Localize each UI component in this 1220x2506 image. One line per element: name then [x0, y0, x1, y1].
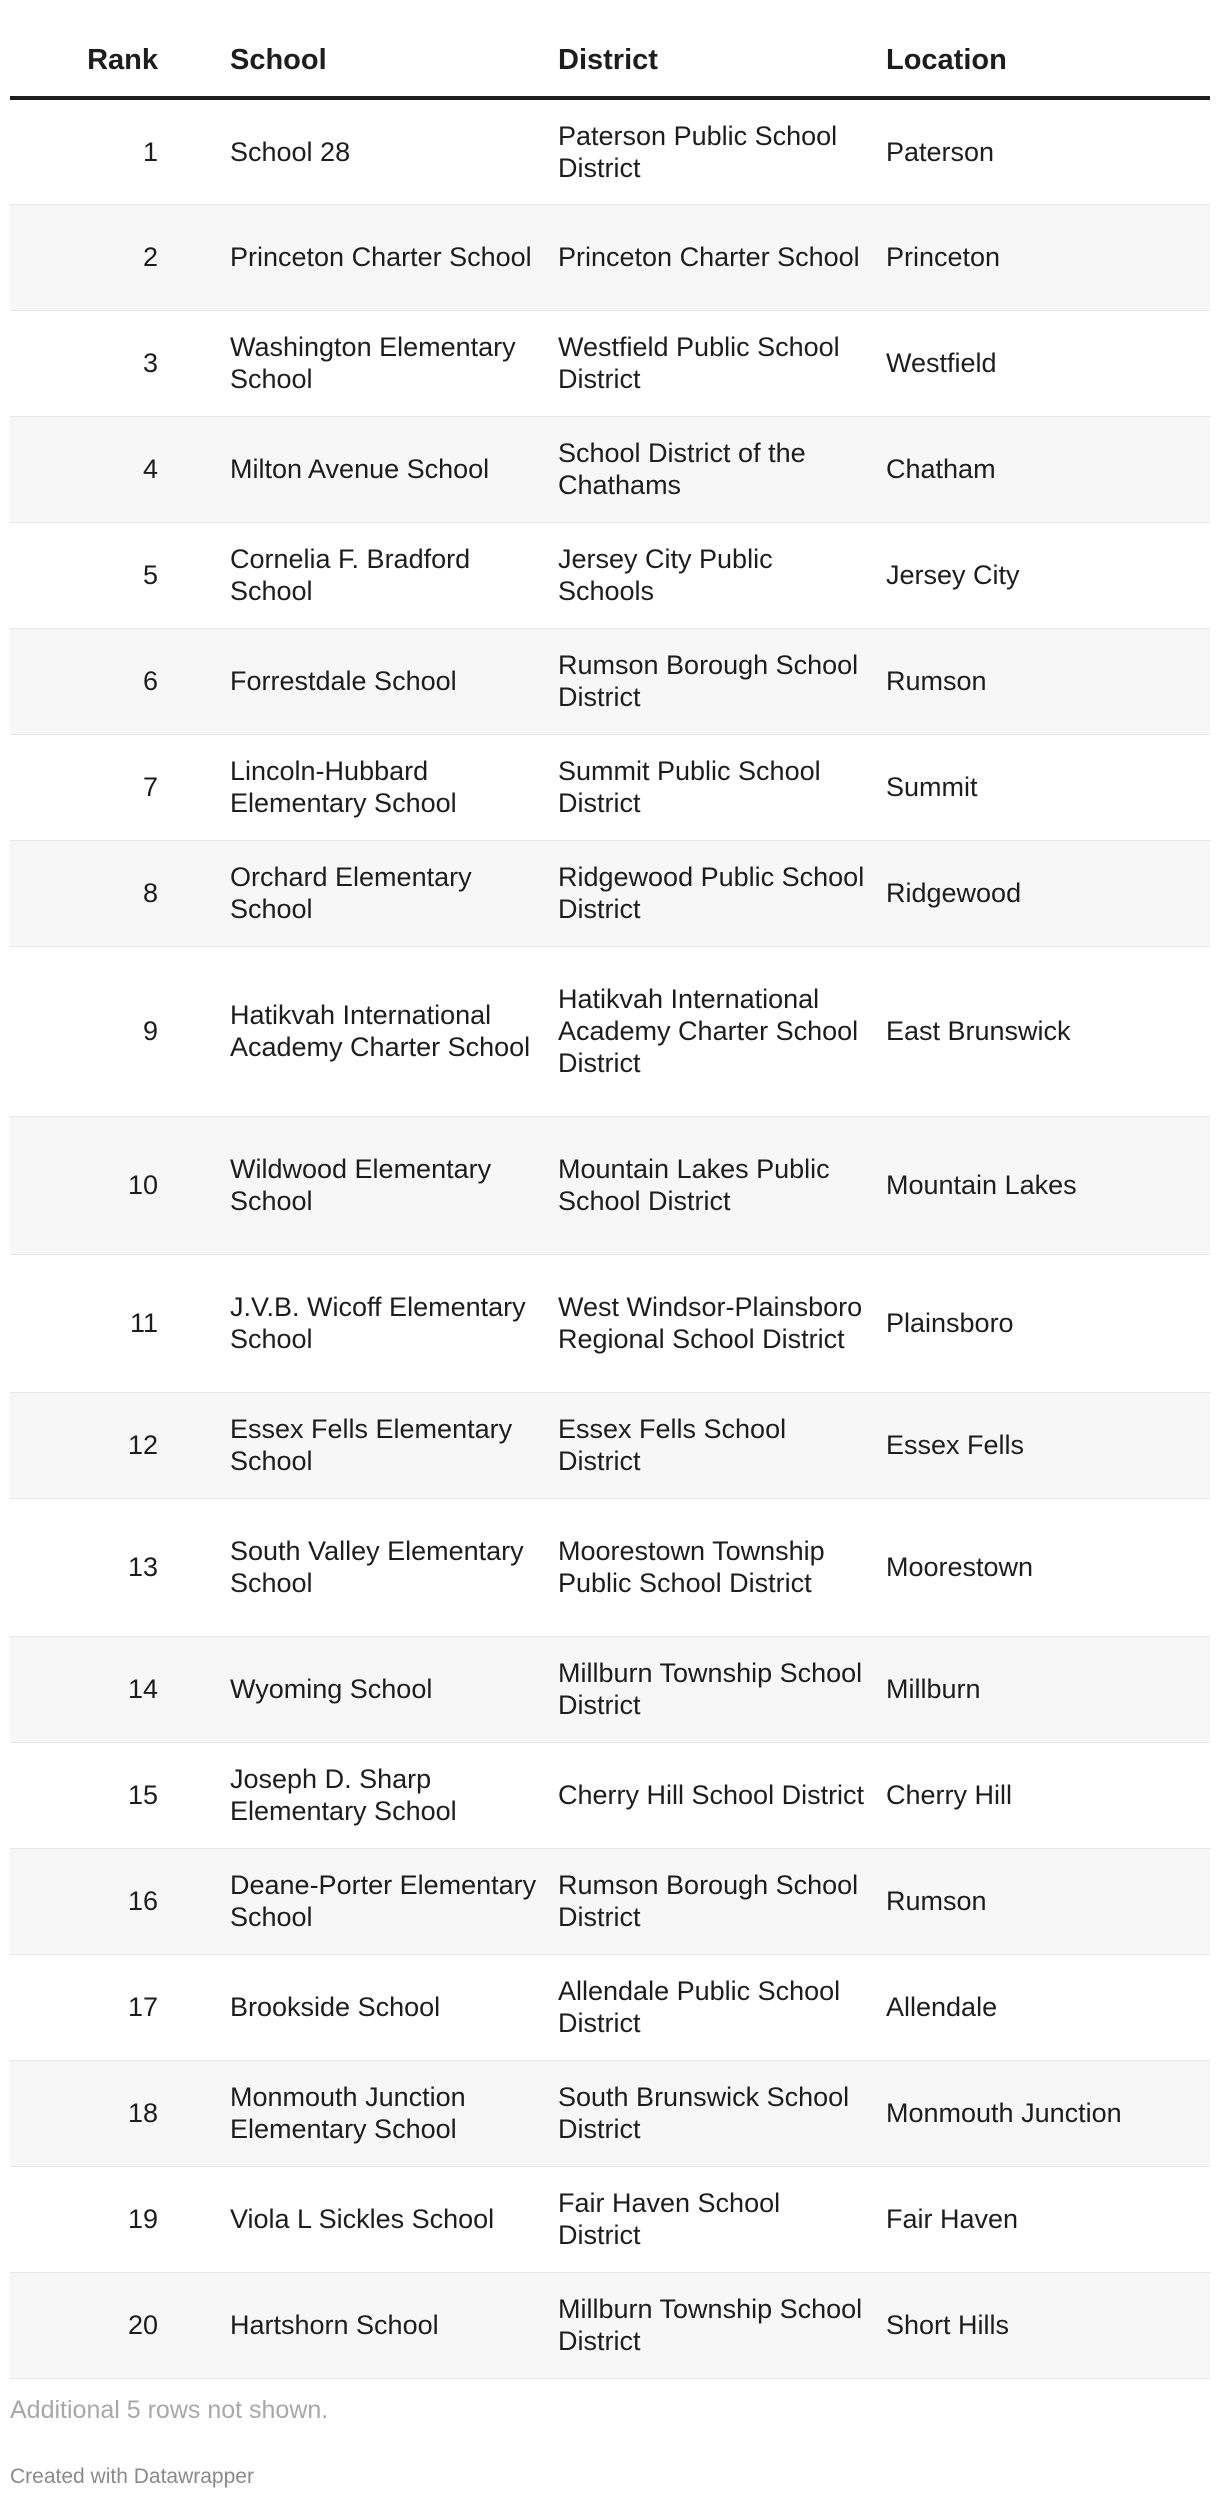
location-cell: East Brunswick	[876, 946, 1210, 1116]
rank-cell: 9	[10, 946, 220, 1116]
district-cell: Westfield Public School District	[548, 310, 876, 416]
location-cell: Allendale	[876, 1954, 1210, 2060]
school-cell: Monmouth Junction Elementary School	[220, 2060, 548, 2166]
rank-cell: 15	[10, 1742, 220, 1848]
district-cell: Millburn Township School District	[548, 1636, 876, 1742]
table-row	[10, 628, 1210, 734]
district-cell: Mountain Lakes Public School District	[548, 1116, 876, 1254]
location-cell: Ridgewood	[876, 840, 1210, 946]
table-row	[10, 522, 1210, 628]
rank-cell: 16	[10, 1848, 220, 1954]
district-cell: Paterson Public School District	[548, 98, 876, 204]
rank-cell: 1	[10, 98, 220, 204]
column-header-location[interactable]: Location	[876, 28, 1210, 98]
rank-cell: 20	[10, 2272, 220, 2378]
location-cell: Paterson	[876, 98, 1210, 204]
district-cell: Cherry Hill School District	[548, 1742, 876, 1848]
column-header-district[interactable]: District	[548, 28, 876, 98]
district-cell: Hatikvah International Academy Charter School District	[548, 946, 876, 1116]
rank-cell: 12	[10, 1392, 220, 1498]
rank-cell: 19	[10, 2166, 220, 2272]
rank-cell: 11	[10, 1254, 220, 1392]
table-row	[10, 946, 1210, 1116]
location-cell: Moorestown	[876, 1498, 1210, 1636]
district-cell: Summit Public School District	[548, 734, 876, 840]
location-cell: Millburn	[876, 1636, 1210, 1742]
table-row	[10, 1742, 1210, 1848]
district-cell: Rumson Borough School District	[548, 628, 876, 734]
rank-cell: 14	[10, 1636, 220, 1742]
district-cell: Rumson Borough School District	[548, 1848, 876, 1954]
location-cell: Monmouth Junction	[876, 2060, 1210, 2166]
district-cell: Essex Fells School District	[548, 1392, 876, 1498]
location-cell: Plainsboro	[876, 1254, 1210, 1392]
district-cell: Moorestown Township Public School District	[548, 1498, 876, 1636]
school-cell: Forrestdale School	[220, 628, 548, 734]
school-cell: Deane-Porter Elementary School	[220, 1848, 548, 1954]
table-row	[10, 2060, 1210, 2166]
school-cell: Orchard Elementary School	[220, 840, 548, 946]
table-row	[10, 1116, 1210, 1254]
rank-cell: 4	[10, 416, 220, 522]
location-cell: Cherry Hill	[876, 1742, 1210, 1848]
school-cell: Viola L Sickles School	[220, 2166, 548, 2272]
district-cell: School District of the Chathams	[548, 416, 876, 522]
location-cell: Jersey City	[876, 522, 1210, 628]
school-cell: Hatikvah International Academy Charter School	[220, 946, 548, 1116]
school-cell: Wildwood Elementary School	[220, 1116, 548, 1254]
table-header	[10, 28, 1210, 98]
rank-cell: 6	[10, 628, 220, 734]
column-header-rank[interactable]: Rank	[10, 28, 220, 98]
table-row	[10, 1498, 1210, 1636]
school-cell: Princeton Charter School	[220, 204, 548, 310]
table-row	[10, 734, 1210, 840]
location-cell: Rumson	[876, 628, 1210, 734]
datawrapper-credit[interactable]: Created with Datawrapper	[10, 2465, 254, 2488]
table-row	[10, 416, 1210, 522]
school-cell: Wyoming School	[220, 1636, 548, 1742]
school-cell: Cornelia F. Bradford School	[220, 522, 548, 628]
school-cell: School 28	[220, 98, 548, 204]
school-cell: Milton Avenue School	[220, 416, 548, 522]
school-cell: J.V.B. Wicoff Elementary School	[220, 1254, 548, 1392]
table-row	[10, 1636, 1210, 1742]
district-cell: Fair Haven School District	[548, 2166, 876, 2272]
location-cell: Essex Fells	[876, 1392, 1210, 1498]
rank-cell: 10	[10, 1116, 220, 1254]
school-cell: Essex Fells Elementary School	[220, 1392, 548, 1498]
location-cell: Princeton	[876, 204, 1210, 310]
location-cell: Mountain Lakes	[876, 1116, 1210, 1254]
schools-table	[10, 28, 1210, 2379]
column-header-school[interactable]: School	[220, 28, 548, 98]
location-cell: Short Hills	[876, 2272, 1210, 2378]
school-cell: Joseph D. Sharp Elementary School	[220, 1742, 548, 1848]
school-cell: Hartshorn School	[220, 2272, 548, 2378]
header-row	[10, 28, 1210, 98]
district-cell: Ridgewood Public School District	[548, 840, 876, 946]
district-cell: Princeton Charter School	[548, 204, 876, 310]
location-cell: Summit	[876, 734, 1210, 840]
schools-table-container	[10, 28, 1210, 2379]
rank-cell: 8	[10, 840, 220, 946]
table-row	[10, 1254, 1210, 1392]
location-cell: Westfield	[876, 310, 1210, 416]
district-cell: Allendale Public School District	[548, 1954, 876, 2060]
table-row	[10, 204, 1210, 310]
rank-cell: 17	[10, 1954, 220, 2060]
rank-cell: 3	[10, 310, 220, 416]
rank-cell: 5	[10, 522, 220, 628]
school-cell: Washington Elementary School	[220, 310, 548, 416]
district-cell: Jersey City Public Schools	[548, 522, 876, 628]
table-body	[10, 98, 1210, 2378]
table-row	[10, 1954, 1210, 2060]
table-row	[10, 98, 1210, 204]
table-row	[10, 2166, 1210, 2272]
district-cell: Millburn Township School District	[548, 2272, 876, 2378]
district-cell: West Windsor-Plainsboro Regional School District	[548, 1254, 876, 1392]
table-row	[10, 1392, 1210, 1498]
rank-cell: 13	[10, 1498, 220, 1636]
location-cell: Rumson	[876, 1848, 1210, 1954]
table-row	[10, 310, 1210, 416]
table-row	[10, 1848, 1210, 1954]
rank-cell: 18	[10, 2060, 220, 2166]
hidden-rows-note: Additional 5 rows not shown.	[10, 2396, 329, 2424]
school-cell: Lincoln-Hubbard Elementary School	[220, 734, 548, 840]
district-cell: South Brunswick School District	[548, 2060, 876, 2166]
location-cell: Chatham	[876, 416, 1210, 522]
table-row	[10, 840, 1210, 946]
rank-cell: 2	[10, 204, 220, 310]
school-cell: South Valley Elementary School	[220, 1498, 548, 1636]
location-cell: Fair Haven	[876, 2166, 1210, 2272]
rank-cell: 7	[10, 734, 220, 840]
school-cell: Brookside School	[220, 1954, 548, 2060]
table-row	[10, 2272, 1210, 2378]
